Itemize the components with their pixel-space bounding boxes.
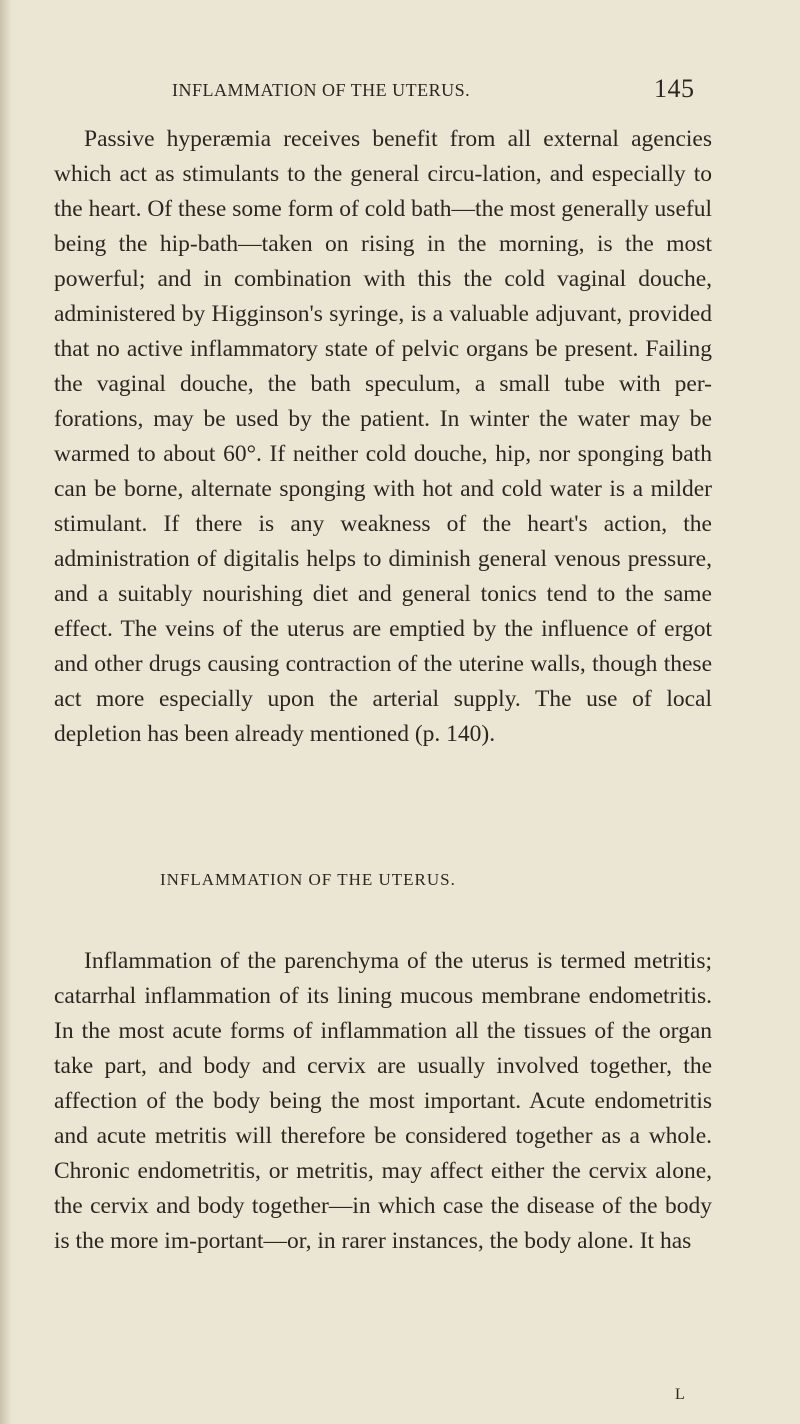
running-head-title: INFLAMMATION OF THE UTERUS. [172,80,471,100]
signature-mark: L [675,1386,686,1403]
paragraph-inflammation: Inflammation of the parenchyma of the uterus is termed metritis; catarrhal inflammation of its lining mucous membrane endometritis. In the most acute forms of inflammation all the tissues of the organ take part, and body and cervix are usually involved together, the affection of the body being the most important. Acute endometritis and acute metritis will therefore be considered together as a whole. Chronic endometritis, or metritis, may affect either the cervix alone, the cervix and body together—in which case the disease of the body is the more im-portant—or, in rarer instances, the body alone. It has [54,948,712,1254]
paragraph-passive-hyperaemia: Passive hyperæmia receives benefit from all external agencies which act as stimulants to the general circu-lation, and especially to the heart. Of these some form of cold bath—the most generally useful being the hip-bath—taken on rising in the morning, is the most powerful; and in combination with this the cold vaginal douche, administered by Higginson's syringe, is a valuable adjuvant, provided that no active inflammatory state of pelvic organs be present. Failing the vaginal douche, the bath speculum, a small tube with per-forations, may be used by the patient. In winter the water may be warmed to about 60°. If neither cold douche, hip, nor sponging bath can be borne, alternate sponging with hot and cold water is a milder stimulant. If there is any weakness of the heart's action, the administration of digitalis helps to diminish general venous pressure, and a suitably nourishing diet and general tonics tend to the same effect. The veins of the uterus are emptied by the influence of ergot and other drugs causing contraction of the uterine walls, though these act more especially upon the arterial supply. The use of local depletion has been already mentioned (p. 140). [54,126,712,747]
page-number: 145 [654,74,695,103]
page-edge-shadow [0,0,12,1424]
section-heading: INFLAMMATION OF THE UTERUS. [160,870,456,889]
